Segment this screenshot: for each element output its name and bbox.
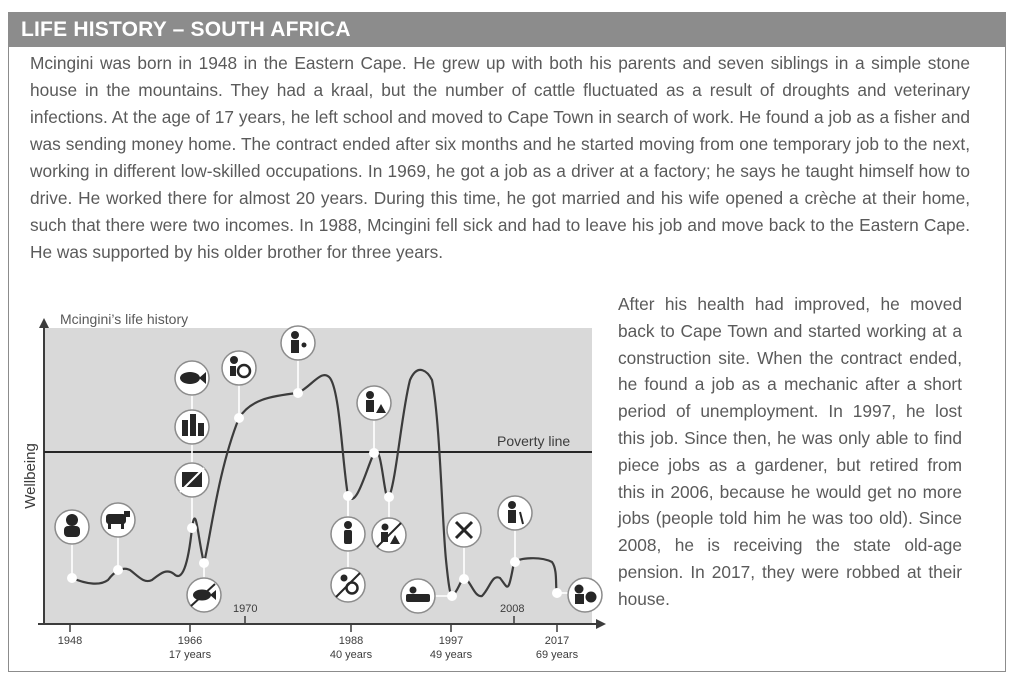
inner-year-label: 1970 [233,603,258,615]
robbery-icon [568,578,602,612]
axis-tick-year: 1948 [57,635,83,647]
poverty-line-label: Poverty line [497,433,571,449]
creche-icon [281,326,315,360]
mechanic-icon [401,579,435,613]
axis-tick-age: 17 years [168,649,212,661]
baby-icon [55,510,89,544]
section-header: LIFE HISTORY – SOUTH AFRICA [9,13,1005,47]
construction-worker-icon [357,386,391,420]
gardening-tools-icon [447,513,481,547]
city-icon [175,410,209,444]
diagram-title: Mcingini’s life history [60,311,189,327]
story-paragraph-2: After his health had improved, he moved back to Cape Town and started working at a construction site. When the contract ended, he found a job as a mechanic after a short period of unemployment. In 1997, he lost this job. Since then, he was only able to find piece jobs as a gardener, but retired from this in 2006, because he would get no more jobs (people told him he was too old). Since 2008, he is receiving the state old-age pension. In 2017, they were robbed at their house. [618,294,962,609]
driver-crossed-icon [331,568,365,602]
axis-tick-age: 49 years [429,649,473,661]
axis-tick-year: 1997 [438,635,464,647]
school-crossed-icon [175,463,209,497]
fish-crossed-icon [187,578,221,612]
fish-icon [175,361,209,395]
axis-tick-year: 1966 [177,635,203,647]
x-axis-arrow [596,619,606,629]
story-paragraph-1: Mcingini was born in 1948 in the Eastern Cape. He grew up with both his parents and seven siblings in a simple stone house in the mountains. They had a kraal, but the number of cattle fluctuated as a result of droughts and veterinary infections. At the age of 17 years, he left school and moved to Cape Town in search of work. He found a job as a fisher and was sending money home. The contract ended after six months and he started moving from one temporary job to the next, working in different low-skilled occupations. In 1969, he got a job as a driver at a factory; he says he taught himself how to drive. He worked there for almost 20 years. During this time, he got married and his wife opened a crèche at their home, such that there were two incomes. In 1988, Mcingini fell sick and had to leave his job and move back to the Eastern Cape. He was supported by his older brother for three years. [30,53,970,262]
axis-tick-age: 69 years [535,649,579,661]
y-axis-label: Wellbeing [22,443,39,509]
y-axis-arrow [39,318,49,328]
elderly-person-icon [498,496,532,530]
construction-crossed-icon [372,518,406,552]
inner-year-label: 2008 [500,603,525,615]
axis-tick-age: 40 years [329,649,373,661]
driver-icon [222,351,256,385]
sick-person-icon [331,517,365,551]
axis-tick-year: 2017 [544,635,570,647]
axis-tick-year: 1988 [338,635,364,647]
axis-tick-group [58,624,579,661]
cattle-icon [101,503,135,537]
